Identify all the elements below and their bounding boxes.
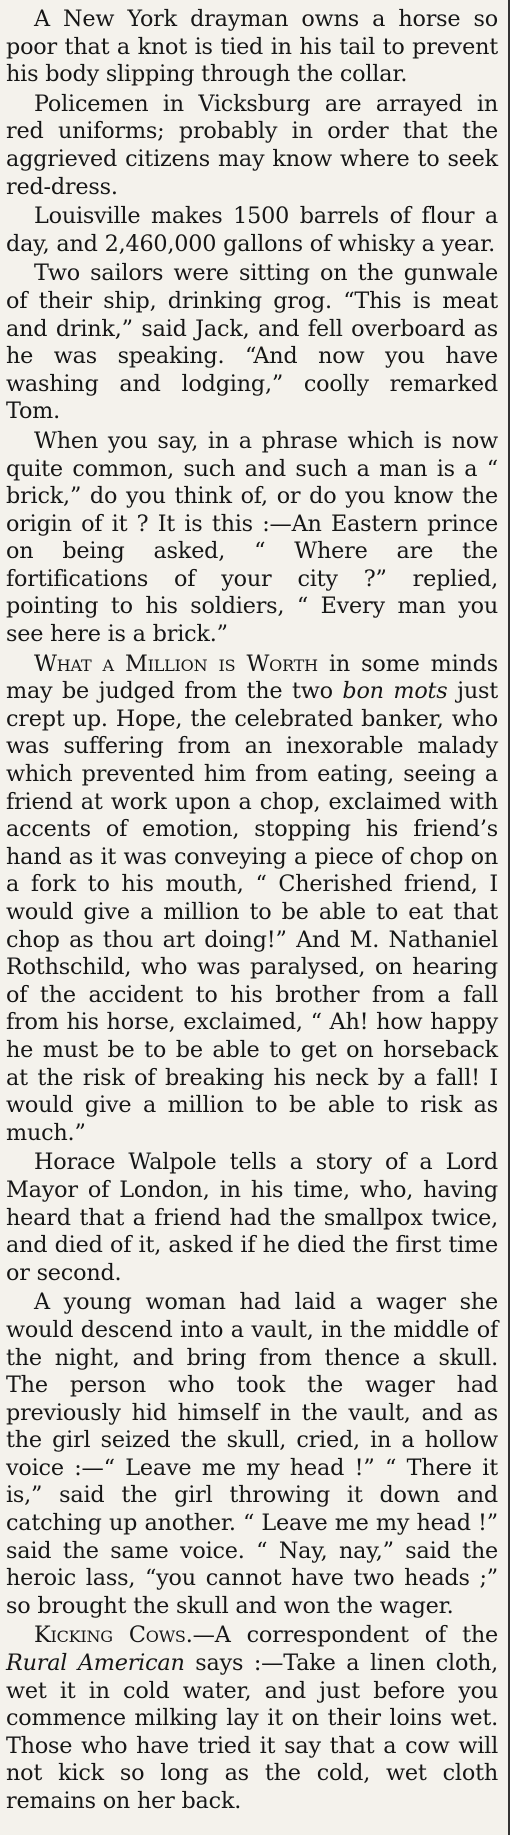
paragraph-text: in some minds may be judged from the two <box>6 650 499 705</box>
italic-publication: Rural American <box>6 1650 185 1677</box>
paragraph-text: just crept up. Hope, the celebrated banker, who was suffering from an inexorable malady which prevented him from eating, seeing a friend at work upon a chop, exclaimed with accents of emotion, stopping his friend’s hand as it was conveying a piece of chop on a fork to his mouth, “ Cherished friend, I would give a million to be able to eat that chop as thou art doing!” And M. Nathaniel Rothschild, who was paralysed, on hearing of the accident to his brother from a fall from his horse, exclaimed, “ Ah! how happy he must be to be able to get on horseback at the risk of breaking his neck by a fall! I would give a million to be able to risk as much.” <box>6 678 498 1146</box>
paragraph-million-worth <box>6 651 498 1148</box>
paragraph-text: says :—Take a linen cloth, wet it in cold water, and just before you commence milking lay it on their loins wet. Those who have tried it say that a cow will not kick so long as the cold, wet cloth remains on her back. <box>6 1650 499 1814</box>
italic-phrase: bon mots <box>342 678 448 705</box>
paragraph-brick-origin: When you say, in a phrase which is now quite common, such and such a man is a “ brick,” do you think of, or do you know the origin of it ? It is this :—An Eastern prince on being asked, “ Where are the fortifications of your city ?” replied, pointing to his soldiers, “ Every man you see here is a brick.” <box>6 427 498 648</box>
section-heading: What a Million is Worth <box>34 650 318 677</box>
paragraph-kicking-cows <box>6 1622 498 1815</box>
paragraph-louisville: Louisville makes 1500 barrels of flour a day, and 2,460,000 gallons of whisky a year. <box>6 203 498 257</box>
paragraph-sailors: Two sailors were sitting on the gunwale of their ship, drinking grog. “This is meat and drink,” said Jack, and fell overboard as he was speaking. “And now you have washing and lodging,” coolly remarked Tom. <box>6 260 498 425</box>
paragraph-vicksburg-policemen: Policemen in Vicksburg are arrayed in red uniforms; probably in order that the aggrieved citizens may know where to seek red-dress. <box>6 90 498 200</box>
section-heading: Kicking Cows. <box>34 1622 193 1649</box>
paragraph-text: —A correspondent of the <box>192 1622 499 1649</box>
paragraph-walpole: Horace Walpole tells a story of a Lord Mayor of London, in his time, who, having heard that a friend had the smallpox twice, and died of it, asked if he died the first time or second. <box>6 1149 498 1286</box>
paragraph-skull-wager: A young woman had laid a wager she would descend into a vault, in the middle of the night, and bring from thence a skull. The person who took the wager had previously hid himself in the vault, and as the girl seized the skull, cried, in a hollow voice :—“ Leave me my head !” “ There it is,” said the girl throwing it down and catching up another. “ Leave me my head !” said the same voice. “ Nay, nay,” said the heroic lass, “you cannot have two heads ;” so brought the skull and won the wager. <box>6 1289 498 1619</box>
paragraph-drayman-horse: A New York drayman owns a horse so poor that a knot is tied in his tail to prevent his body slipping through the collar. <box>6 6 498 88</box>
